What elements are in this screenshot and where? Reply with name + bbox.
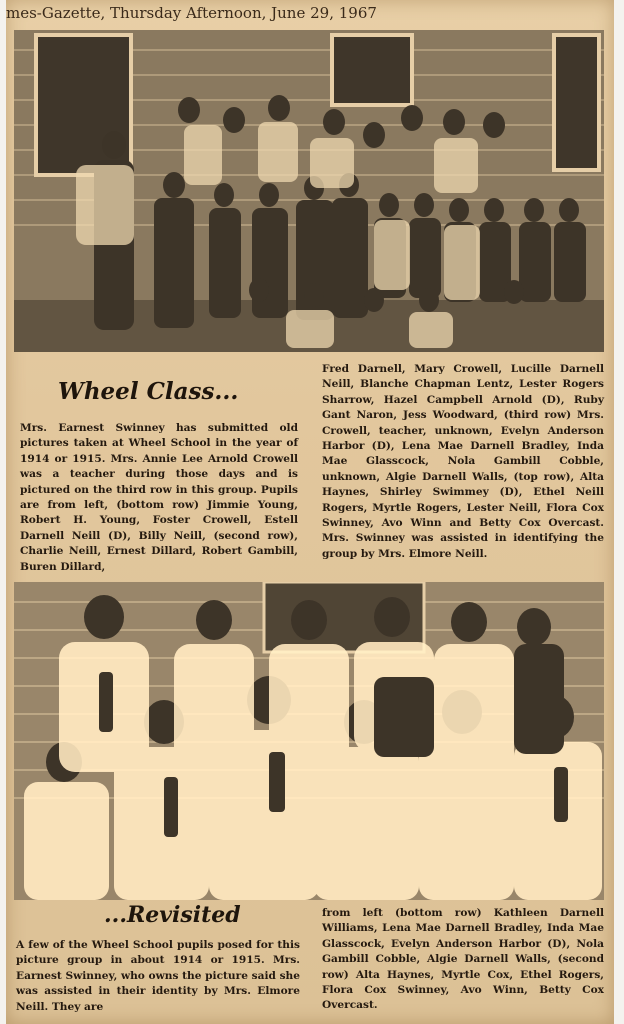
headline-wheel-class: Wheel Class...	[58, 378, 239, 405]
headline-revisited: ...Revisited	[104, 902, 241, 928]
article1-column-right: Fred Darnell, Mary Crowell, Lucille Darnell Neill, Blanche Chapman Lentz, Lester Rogers Sharrow, Hazel Campbell Arnold (D), Ruby Gant Naron, Jess Woodward, (third row) Mrs. Crowell, teacher, unknown, Evelyn Anderson Harbor (D), Lena Mae Darnell Bradley, Inda Mae Glasscock, Nola Gambill Cobble, unknown, Algie Darnell Walls, (top row), Alta Haynes, Shirley Swimmey (D), Ethel Neill Rogers, Myrtle Rogers, Lester Neill, Flora Cox Swinney, Avo Winn and Betty Cox Overcast. Mrs. Swinney was assisted in identifying the group by Mrs. Elmore Neill.	[322, 363, 604, 560]
article2-column-left: A few of the Wheel School pupils posed for this picture group in about 1914 or 1915. Mrs. Earnest Swinney, who owns the picture said she was assisted in their identity by Mrs. Elmore Neill. They are	[16, 939, 300, 1013]
article2-column-right: from left (bottom row) Kathleen Darnell Williams, Lena Mae Darnell Bradley, Inda Mae Glasscock, Evelyn Anderson Harbor (D), Nola Gambill Cobble, Algie Darnell Walls, (second row) Alta Haynes, Myrtle Cox, Ethel Rogers, Flora Cox Swinney, Avo Winn, Betty Cox Overcast.	[322, 907, 604, 1012]
masthead: mes-Gazette, Thursday Afternoon, June 29, 1967	[6, 4, 377, 22]
group-photo-revisited	[14, 582, 604, 900]
article1-column-left: Mrs. Earnest Swinney has submitted old pictures taken at Wheel School in the year of 1914 or 1915. Mrs. Annie Lee Arnold Crowell was a teacher during those days and is pictured on the third row in this group. Pupils are from left, (bottom row) Jimmie Young, Robert H. Young, Foster Crowell, Estell Darnell Neill (D), Billy Neill, (second row), Charlie Neill, Ernest Dillard, Robert Gambill, Buren Dillard,	[20, 422, 298, 573]
class-photo-1914	[14, 30, 604, 352]
newspaper-clipping	[6, 0, 614, 1024]
